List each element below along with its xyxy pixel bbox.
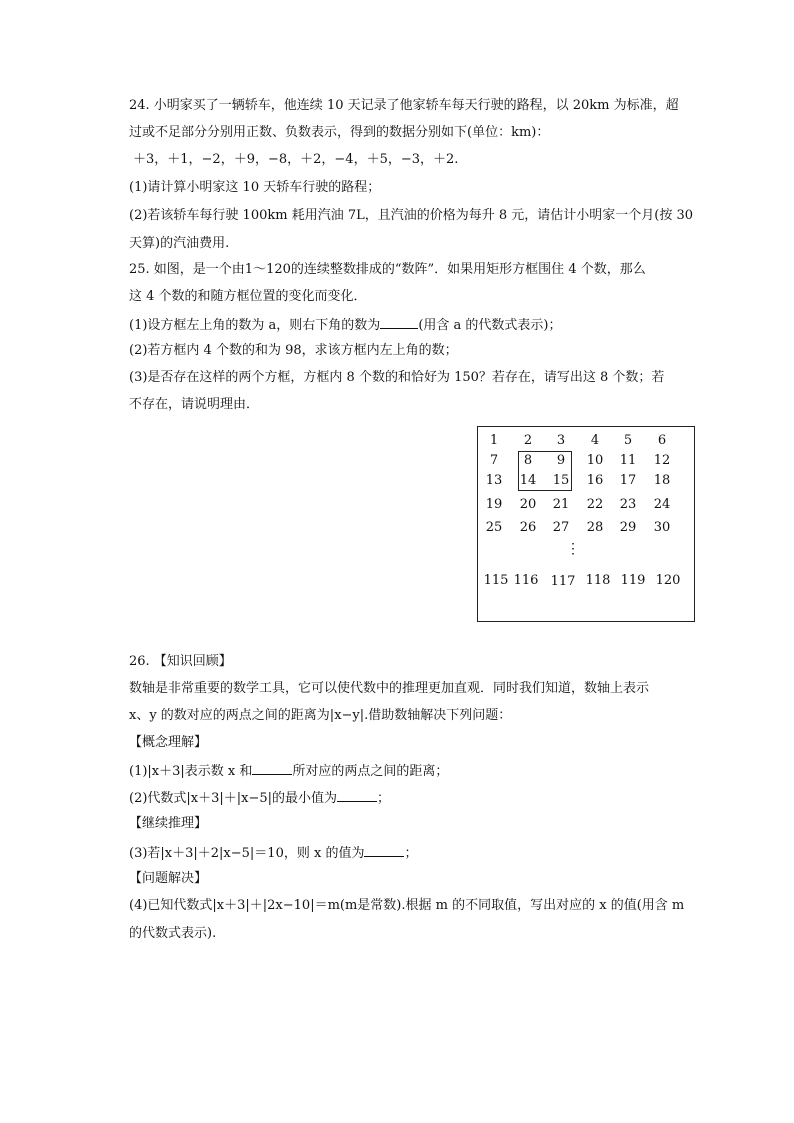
grid-cell: 1 [489,433,499,448]
q26-sub2-suffix: ； [377,791,391,806]
grid-cell: 23 [619,497,637,512]
q26-sub2 [129,789,390,807]
answer-blank[interactable] [252,762,292,775]
grid-cell: 9 [556,453,566,468]
q25-sub1-prefix: (1)设方框左上角的数为 a，则右下角的数为 [129,318,381,333]
q25-sub1-suffix: (用含 a 的代数式表示)； [418,318,562,333]
q26-paragraph-line2: x、y 的数对应的两点之间的距离为|x−y|.借助数轴解决下列问题： [129,708,512,723]
grid-cell: 5 [623,433,633,448]
vertical-ellipsis: ⋮ [566,541,580,557]
q25-line1: 25. 如图，是一个由1～120的连续整数排成的“数阵”．如果用矩形方框围住 4 个数，那么 [129,262,646,277]
q25-sub3-line1: (3)是否存在这样的两个方框，方框内 8 个数的和恰好为 150？若存在，请写出这 8 个数；若 [129,370,665,385]
q24-line2: 过或不足部分分别用正数、负数表示，得到的数据分别如下(单位：km)： [129,125,550,140]
grid-cell: 120 [655,573,681,588]
grid-cell: 7 [489,453,499,468]
grid-cell: 6 [657,433,667,448]
q26-heading-reasoning: 【继续推理】 [129,816,208,831]
q26-paragraph-line1: 数轴是非常重要的数学工具，它可以使代数中的推理更加直观．同时我们知道，数轴上表示 [129,681,650,696]
q26-sub4-line2: 的代数式表示). [129,926,217,941]
q26-sub2-prefix: (2)代数式|x＋3|＋|x−5|的最小值为 [129,791,338,806]
grid-cell: 29 [619,520,637,535]
grid-cell: 20 [519,497,537,512]
answer-blank[interactable] [364,844,404,857]
grid-cell: 14 [519,473,537,488]
q24-sub2-line1: (2)若该轿车每行驶 100km 耗用汽油 7L，且汽油的价格为每升 8 元，请估计小明家一个月(按 30 [129,208,694,223]
grid-cell: 17 [619,473,637,488]
grid-cell: 16 [586,473,604,488]
q26-heading-problem: 【问题解决】 [129,871,208,886]
q25-sub2: (2)若方框内 4 个数的和为 98，求该方框内左上角的数； [129,343,458,358]
grid-cell: 118 [585,573,611,588]
q25-line2: 这 4 个数的和随方框位置的变化而变化． [129,289,367,304]
q24-sub1: (1)请计算小明家这 10 天轿车行驶的路程； [129,180,381,195]
q26-sub3-suffix: ； [404,846,418,861]
grid-cell: 10 [586,453,604,468]
grid-cell: 2 [523,433,533,448]
q25-sub3-line2: 不存在，请说明理由． [129,397,260,412]
q26-sub1-suffix: 所对应的两点之间的距离； [292,764,449,779]
answer-blank[interactable] [337,789,377,802]
grid-cell: 4 [590,433,600,448]
grid-cell: 25 [485,520,503,535]
grid-cell: 3 [556,433,566,448]
grid-cell: 8 [523,453,533,468]
grid-cell: 12 [653,453,671,468]
answer-blank[interactable] [380,316,418,329]
grid-cell: 117 [550,574,576,589]
grid-cell: 24 [653,497,671,512]
grid-cell: 30 [653,520,671,535]
grid-cell: 11 [619,453,637,468]
grid-cell: 19 [485,497,503,512]
q24-line1: 24. 小明家买了一辆轿车，他连续 10 天记录了他家轿车每天行驶的路程，以 20km 为标准，超 [129,98,679,113]
q24-sub2-line2: 天算)的汽油费用. [129,236,230,251]
grid-cell: 13 [485,473,503,488]
grid-cell: 27 [552,520,570,535]
grid-cell: 21 [552,497,570,512]
q26-sub3-prefix: (3)若|x＋3|＋2|x−5|＝10，则 x 的值为 [129,846,365,861]
q26-heading-concept: 【概念理解】 [129,735,208,750]
grid-cell: 15 [552,473,570,488]
q26-sub1 [129,762,448,780]
q26-sub1-prefix: (1)|x＋3|表示数 x 和 [129,764,253,779]
grid-cell: 26 [519,520,537,535]
q25-sub1 [129,316,561,334]
grid-cell: 18 [653,473,671,488]
grid-cell: 115 [483,573,509,588]
q26-sub3 [129,844,417,862]
q24-data-values: ＋3，＋1，−2，＋9，−8，＋2，−4，＋5，−3，＋2. [133,152,459,167]
grid-cell: 28 [586,520,604,535]
grid-cell: 22 [586,497,604,512]
grid-cell: 116 [513,573,539,588]
grid-cell: 119 [620,573,646,588]
q26-title: 26. 【知识回顾】 [129,654,232,669]
q26-sub4-line1: (4)已知代数式|x＋3|＋|2x−10|＝m(m是常数).根据 m 的不同取值，写出对应的 x 的值(用含 m [129,898,685,913]
